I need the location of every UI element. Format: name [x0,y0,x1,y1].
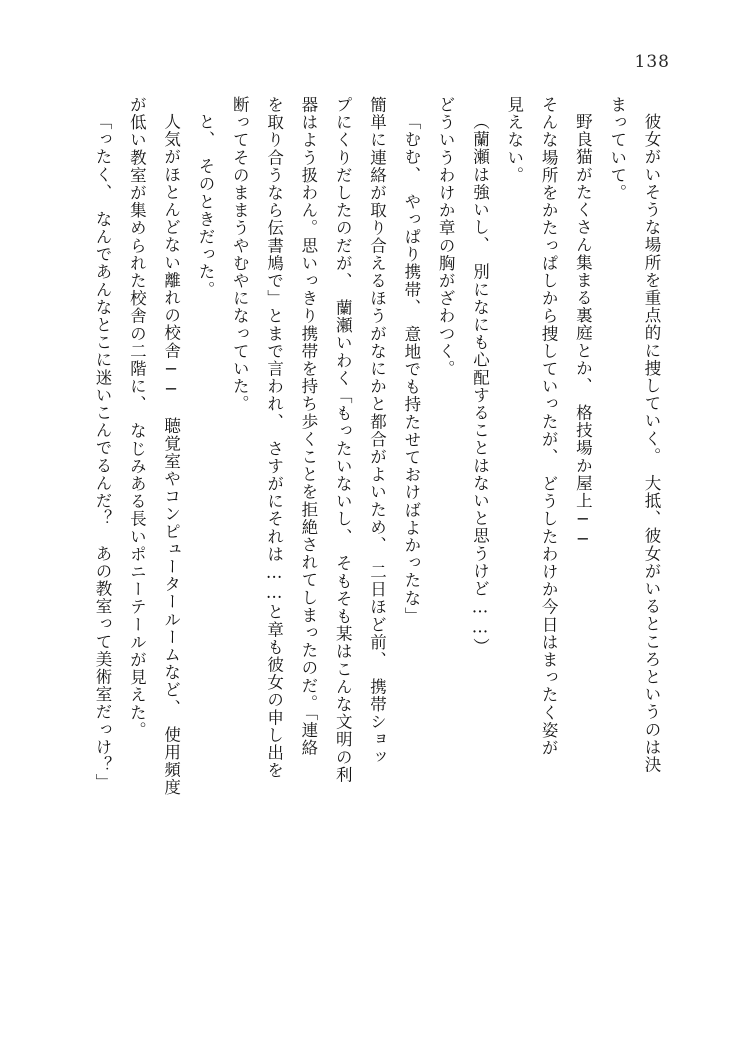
text-line: プにくりだしたのだが、 蘭瀬いわく「もったいないし、 そもそも某はこんな文明の利 [333,96,353,784]
vertical-text-body [78,96,668,951]
text-line: 人気がほとんどない離れの校舎── 聴覚室やコンピュータールームなど、 使用頻度 [161,113,181,797]
text-line: 「ったく、 なんであんなとこに迷いこんでるんだ？ あの教室って美術室だっけ？」 [93,113,112,792]
text-line: そんな場所をかたっぱしから捜していったが、 どうしたわけか今日はまったく姿が [539,96,559,757]
text-line: 簡単に連絡が取り合えるほうがなにかと都合がよいため、 二日ほど前、 携帯ショッ [367,96,387,766]
text-line: （蘭瀬は強いし、 別になにも心配することはないと思うけど……） [470,113,490,656]
text-line: 器はよう扱わん。思いっきり携帯を持ち歩くことを拒絶されてしまったのだ。「連絡 [298,96,318,757]
text-line: 断ってそのままうやむやになっていた。 [230,96,250,413]
text-line: どういうわけか章の胸がざわつく。 [436,96,456,378]
text-line: まっていて。 [607,96,627,202]
text-line: 「むむ、 やっぱり携帯、 意地でも持たせておけばよかったな」 [401,113,421,625]
text-line: が低い教室が集められた校舎の二階に、 なじみある長いポニーテールが見えた。 [127,96,147,739]
page-number: 138 [634,52,670,72]
text-line: 彼女がいそうな場所を重点的に捜していく。 大抵、彼女がいるところというのは決 [642,113,661,774]
text-line: 見えない。 [504,96,524,184]
text-line: を取り合うなら伝書鳩で」とまで言われ、 さすがにそれは……と章も彼女の申し出を [264,96,284,780]
text-line: 野良猫がたくさん集まる裏庭とか、 格技場か屋上── [573,113,593,550]
text-line: と、 そのときだった。 [195,113,215,299]
